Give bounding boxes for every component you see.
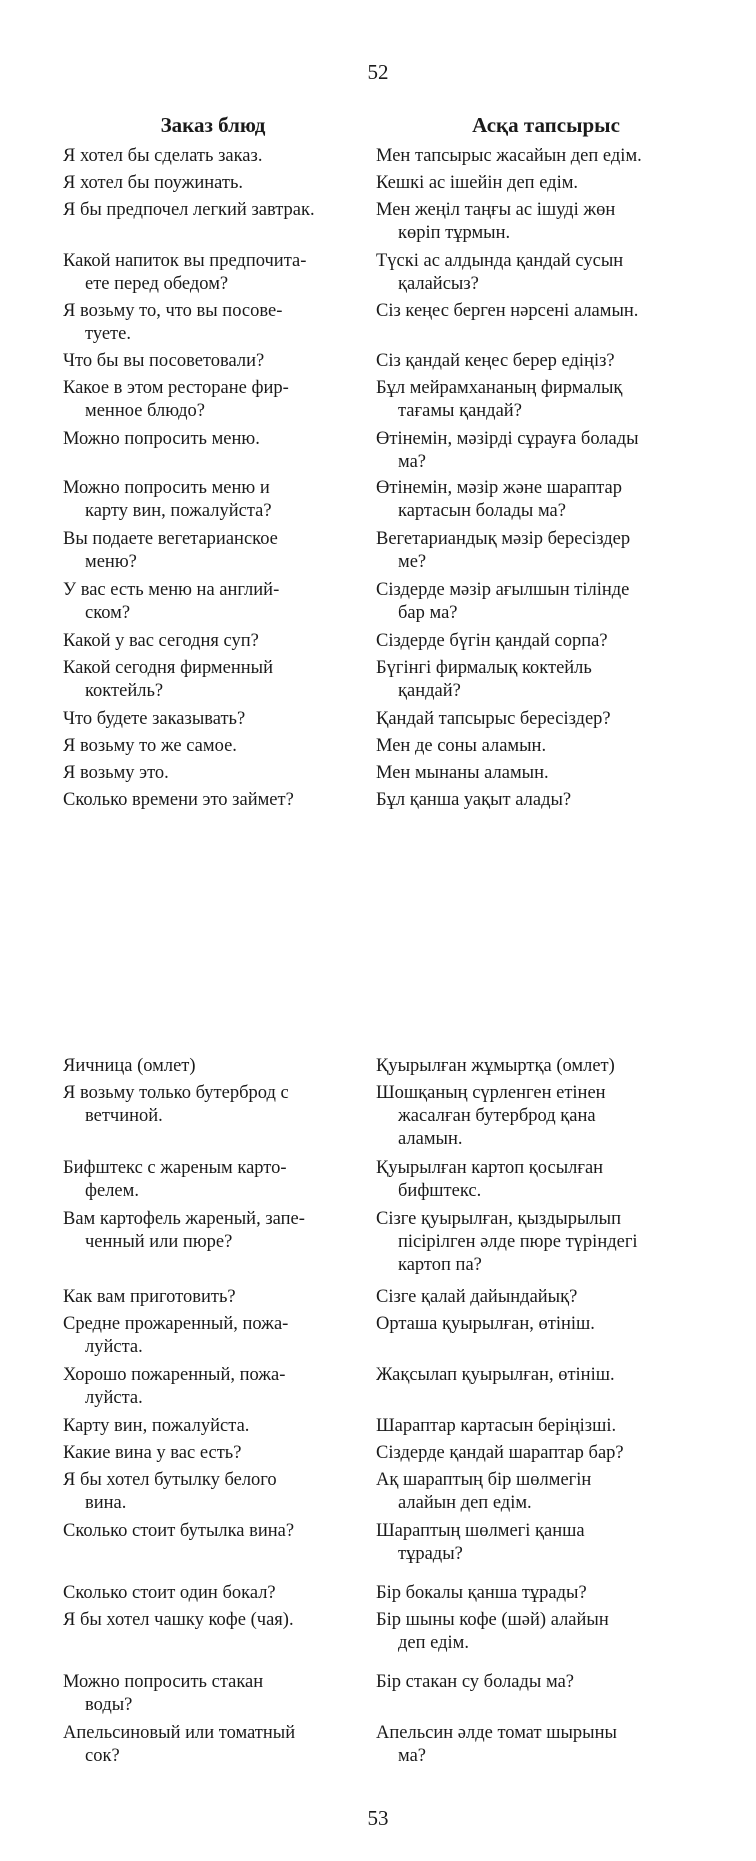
phrase-kazakh: Бұл қанша уақыт алады? (376, 790, 572, 810)
phrase-russian: Я возьму то, что вы посове- туете. (63, 301, 283, 344)
phrase-russian: Можно попросить меню. (63, 429, 260, 449)
phrase-russian: Хорошо пожаренный, пожа- луйста. (63, 1365, 286, 1408)
phrase-kazakh: Қуырылған жұмыртқа (омлет) (376, 1056, 615, 1076)
phrase-russian: Что будете заказывать? (63, 709, 246, 729)
phrase-kazakh: Кешкі ас ішейін деп едім. (376, 173, 579, 193)
phrase-russian: Сколько стоит бутылка вина? (63, 1521, 295, 1541)
phrase-kazakh: Шараптар картасын беріңізші. (376, 1416, 617, 1436)
phrase-kazakh: Сіздерде бүгін қандай сорпа? (376, 631, 608, 651)
phrase-kazakh: Түскі ас алдында қандай сусын қалайсыз? (376, 251, 624, 294)
phrase-kazakh: Қуырылған картоп қосылған бифштекс. (376, 1158, 604, 1201)
phrase-russian: У вас есть меню на англий- ском? (63, 580, 280, 623)
phrase-kazakh: Орташа қуырылған, өтініш. (376, 1314, 595, 1334)
phrase-russian: Средне прожаренный, пожа- луйста. (63, 1314, 289, 1357)
phrase-russian: Можно попросить стакан воды? (63, 1672, 264, 1715)
phrase-kazakh: Шараптың шөлмегі қанша тұрады? (376, 1521, 585, 1564)
phrase-russian: Я возьму только бутерброд с ветчиной. (63, 1083, 289, 1126)
phrase-russian: Вы подаете вегетарианское меню? (63, 529, 278, 572)
phrase-kazakh: Мен тапсырыс жасайын деп едім. (376, 146, 642, 166)
phrase-russian: Яичница (омлет) (63, 1056, 196, 1076)
phrase-kazakh: Сіздерде қандай шараптар бар? (376, 1443, 624, 1463)
phrase-russian: Я хотел бы сделать заказ. (63, 146, 263, 166)
phrase-russian: Сколько стоит один бокал? (63, 1583, 276, 1603)
phrase-kazakh: Ақ шараптың бір шөлмегін алайын деп едім. (376, 1470, 592, 1513)
phrase-russian: Карту вин, пожалуйста. (63, 1416, 250, 1436)
phrase-kazakh: Сіздерде мәзір ағылшын тілінде бар ма? (376, 580, 630, 623)
phrase-kazakh: Вегетариандық мәзір бересіздер ме? (376, 529, 631, 572)
phrase-kazakh: Бір стакан су болады ма? (376, 1672, 574, 1692)
phrase-kazakh: Мен мынаны аламын. (376, 763, 549, 783)
phrase-kazakh: Бір шыны кофе (шәй) алайын деп едім. (376, 1610, 609, 1653)
page-number: 53 (367, 1806, 389, 1830)
phrase-russian: Какие вина у вас есть? (63, 1443, 242, 1463)
phrase-kazakh: Сіз кеңес берген нәрсені аламын. (376, 301, 639, 321)
phrase-kazakh: Жақсылап қуырылған, өтініш. (376, 1365, 615, 1385)
phrase-russian: Что бы вы посоветовали? (63, 351, 265, 371)
phrase-russian: Какое в этом ресторане фир- менное блюдо? (63, 378, 289, 421)
phrase-russian: Какой сегодня фирменный коктейль? (63, 658, 273, 701)
phrase-russian: Я возьму это. (63, 763, 169, 783)
phrase-kazakh: Сіз қандай кеңес берер едіңіз? (376, 351, 615, 371)
phrase-russian: Какой у вас сегодня суп? (63, 631, 259, 651)
phrase-russian: Я бы предпочел легкий завтрак. (63, 200, 315, 220)
phrase-russian: Я хотел бы поужинать. (63, 173, 244, 193)
phrase-russian: Можно попросить меню и карту вин, пожалуйста? (63, 478, 272, 521)
phrase-russian: Апельсиновый или томатный сок? (63, 1723, 296, 1766)
phrase-russian: Сколько времени это займет? (63, 790, 294, 810)
phrase-kazakh: Өтінемін, мәзірді сұрауға болады ма? (376, 429, 639, 472)
phrase-kazakh: Сізге қалай дайындайық? (376, 1287, 578, 1307)
phrase-russian: Я возьму то же самое. (63, 736, 237, 756)
phrase-russian: Какой напиток вы предпочита- ете перед обедом? (63, 251, 307, 294)
phrase-russian: Вам картофель жареный, запе- ченный или пюре? (63, 1209, 305, 1252)
phrase-kazakh: Бүгінгі фирмалық коктейль қандай? (376, 658, 592, 701)
phrase-russian: Я бы хотел бутылку белого вина. (63, 1470, 277, 1513)
phrase-russian: Как вам приготовить? (63, 1287, 236, 1307)
heading-kazakh: Асқа тапсырыс (472, 113, 620, 137)
phrase-kazakh: Бір бокалы қанша тұрады? (376, 1583, 587, 1603)
phrase-kazakh: Өтінемін, мәзір және шараптар картасын болады ма? (376, 478, 623, 521)
phrase-kazakh: Қандай тапсырыс бересіздер? (376, 709, 611, 729)
phrase-kazakh: Мен де соны аламын. (376, 736, 547, 756)
phrase-kazakh: Мен жеңіл таңғы ас ішуді жөн көріп тұрмын. (376, 200, 616, 243)
page-52 (0, 0, 756, 930)
phrase-kazakh: Шошқаның сүрленген етінен жасалған бутерброд қана аламын. (376, 1083, 606, 1149)
page-number: 52 (367, 60, 389, 84)
phrase-kazakh: Апельсин әлде томат шырыны ма? (376, 1723, 617, 1766)
phrase-russian: Я бы хотел чашку кофе (чая). (63, 1610, 294, 1630)
phrase-russian: Бифштекс с жареным карто- фелем. (63, 1158, 287, 1201)
page-53 (0, 930, 756, 1861)
heading-russian: Заказ блюд (160, 113, 266, 137)
phrase-kazakh: Бұл мейрамхананың фирмалық тағамы қандай? (376, 378, 623, 421)
phrase-kazakh: Сізге қуырылған, қыздырылып пісірілген әлде пюре түріндегі картоп па? (376, 1209, 638, 1275)
